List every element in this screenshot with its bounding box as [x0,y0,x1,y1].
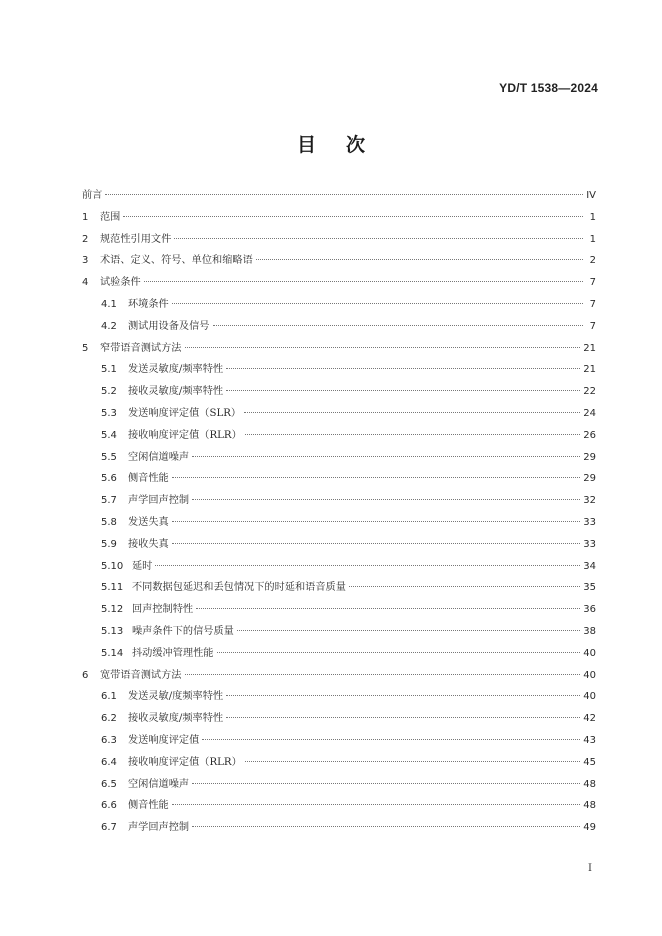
toc-entry-number: 6.5 [101,778,117,790]
toc-dot-leader [123,216,583,217]
toc-entry-number: 6.6 [101,800,117,812]
toc-dot-leader [192,499,580,500]
toc-dot-leader [349,586,580,587]
toc-entry-number: 6 [82,669,89,681]
toc-entry-title: 试验条件 [100,277,141,289]
toc-entry-title: 宽带语音测试方法 [100,669,182,681]
toc-entry[interactable] [82,731,596,753]
toc-entry-page: 21 [583,342,596,354]
toc-entry-number: 6.2 [101,713,117,725]
toc-entry-number: 4.2 [101,320,117,332]
toc-entry-number: 1 [82,211,89,223]
toc-entry[interactable] [82,208,596,230]
toc-entry-page: 7 [589,320,596,332]
toc-entry[interactable] [82,360,596,382]
toc-entry-number: 5.8 [101,516,117,528]
toc-dot-leader [226,368,580,369]
toc-entry-title: 测试用设备及信号 [128,320,210,332]
toc-entry-number: 5 [82,342,89,354]
toc-entry-number: 5.7 [101,495,117,507]
toc-entry-number: 6.3 [101,734,117,746]
toc-entry-title: 不同数据包延迟和丢包情况下的时延和语音质量 [132,582,346,594]
toc-entry[interactable] [82,251,596,273]
toc-entry-title: 规范性引用文件 [100,233,172,245]
toc-entry-number: 6.1 [101,691,117,703]
toc-dot-leader [144,281,583,282]
footer-page-number: I [588,863,592,874]
toc-entry[interactable] [82,818,596,840]
toc-entry-number: 6.4 [101,756,117,768]
toc-entry-page: 40 [583,647,596,659]
toc-entry-number: 4 [82,277,89,289]
toc-entry-title: 侧音性能 [128,473,169,485]
page-title: 目次 [296,134,395,156]
toc-entry[interactable] [82,535,596,557]
toc-dot-leader [185,347,581,348]
toc-entry-title: 延时 [132,560,153,572]
toc-dot-leader [172,543,581,544]
toc-entry-page: 35 [583,582,596,594]
toc-entry-number: 4.1 [101,298,117,310]
toc-entry-number: 5.6 [101,473,117,485]
toc-entry-page: 7 [589,298,596,310]
toc-dot-leader [196,608,580,609]
toc-entry[interactable] [82,339,596,361]
toc-entry[interactable] [82,513,596,535]
toc-entry-page: 33 [583,538,596,550]
toc-entry-number: 3 [82,255,89,267]
toc-dot-leader [244,412,580,413]
toc-dot-leader [226,717,580,718]
toc-entry[interactable] [82,404,596,426]
toc-dot-leader [192,456,580,457]
toc-entry-title: 环境条件 [128,298,169,310]
toc-entry-title: 抖动缓冲管理性能 [132,647,214,659]
toc-dot-leader [217,652,581,653]
toc-entry-title: 空闲信道噪声 [128,778,190,790]
toc-entry-page: 43 [583,734,596,746]
toc-entry-title: 接收响度评定值（RLR） [128,429,242,441]
toc-dot-leader [237,630,580,631]
toc-entry-page: 48 [583,778,596,790]
toc-entry[interactable] [82,295,596,317]
toc-entry-title: 噪声条件下的信号质量 [132,625,234,637]
toc-dot-leader [226,390,580,391]
toc-entry-title: 术语、定义、符号、单位和缩略语 [100,255,253,267]
toc-entry[interactable] [82,600,596,622]
toc-entry-number: 5.14 [101,647,124,659]
toc-entry-title: 接收灵敏度/频率特性 [128,713,224,725]
toc-entry-number: 5.1 [101,364,117,376]
toc-dot-leader [245,761,580,762]
toc-entry-number: 5.13 [101,625,124,637]
toc-entry-page: 1 [589,233,596,245]
toc-dot-leader [192,783,580,784]
toc-entry-page: 1 [589,211,596,223]
toc-dot-leader [226,695,580,696]
toc-entry-page: 22 [583,386,596,398]
toc-entry-page: 2 [589,255,596,267]
toc-entry[interactable] [82,666,596,688]
toc-entry[interactable] [82,186,596,208]
toc-entry[interactable] [82,382,596,404]
toc-entry-page: 49 [583,822,596,834]
toc-entry-page: IV [586,190,596,201]
toc-dot-leader [155,565,580,566]
toc-entry[interactable] [82,753,596,775]
toc-entry-title: 发送失真 [128,516,169,528]
toc-entry-title: 接收灵敏度/频率特性 [128,386,224,398]
toc-entry-page: 38 [583,625,596,637]
toc-entry-number: 5.3 [101,407,117,419]
toc-entry[interactable] [82,557,596,579]
toc-entry-number: 5.10 [101,560,124,572]
toc-entry[interactable] [82,317,596,339]
toc-entry-page: 45 [583,756,596,768]
toc-entry-page: 34 [583,560,596,572]
toc-entry[interactable] [82,796,596,818]
toc-entry-number: 5.2 [101,386,117,398]
toc-dot-leader [172,477,581,478]
toc-entry-page: 40 [583,691,596,703]
toc-entry-page: 36 [583,604,596,616]
toc-entry-number: 2 [82,233,89,245]
toc-entry-number: 5.5 [101,451,117,463]
toc-dot-leader [105,194,583,195]
toc-dot-leader [174,238,583,239]
toc-entry-page: 40 [583,669,596,681]
standard-code: YD/T 1538—2024 [499,81,598,95]
toc-entry-page: 29 [583,451,596,463]
toc-dot-leader [256,259,583,260]
toc-entry[interactable] [82,709,596,731]
toc-entry-title: 接收响度评定值（RLR） [128,756,242,768]
toc-dot-leader [192,826,580,827]
toc-dot-leader [172,303,583,304]
toc-entry-page: 42 [583,713,596,725]
toc-dot-leader [185,674,581,675]
toc-entry-number: 5.4 [101,429,117,441]
toc-entry[interactable] [82,448,596,470]
toc-entry-title: 范围 [100,211,121,223]
toc-entry-title: 窄带语音测试方法 [100,342,182,354]
toc-entry-page: 24 [583,407,596,419]
toc-entry[interactable] [82,491,596,513]
toc-entry[interactable] [82,273,596,295]
toc-dot-leader [213,325,584,326]
toc-entry[interactable] [82,426,596,448]
toc-entry-page: 29 [583,473,596,485]
toc-entry-title: 发送灵敏度/频率特性 [128,364,224,376]
toc-dot-leader [172,521,581,522]
toc-entry[interactable] [82,469,596,491]
toc-entry[interactable] [82,687,596,709]
toc-entry-title: 侧音性能 [128,800,169,812]
toc-entry-title: 声学回声控制 [128,822,190,834]
toc-entry-page: 48 [583,800,596,812]
toc-dot-leader [172,804,581,805]
toc-entry-page: 32 [583,495,596,507]
table-of-contents [82,186,596,840]
toc-entry-title: 发送响度评定值（SLR） [128,407,242,419]
toc-entry-page: 7 [589,277,596,289]
toc-entry-title: 声学回声控制 [128,495,190,507]
toc-entry[interactable] [82,775,596,797]
toc-entry-title: 回声控制特性 [132,604,194,616]
toc-entry[interactable] [82,230,596,252]
toc-entry-number: 5.9 [101,538,117,550]
toc-entry-title: 发送灵敏/度频率特性 [128,691,224,703]
toc-entry-title: 空闲信道噪声 [128,451,190,463]
toc-entry[interactable] [82,622,596,644]
toc-dot-leader [245,434,580,435]
toc-entry-title: 接收失真 [128,538,169,550]
toc-entry[interactable] [82,578,596,600]
toc-entry-page: 26 [583,429,596,441]
toc-entry-title: 发送响度评定值 [128,734,200,746]
toc-entry-page: 21 [583,364,596,376]
toc-entry-number: 5.11 [101,582,124,594]
toc-entry-number: 6.7 [101,822,117,834]
toc-entry-page: 33 [583,516,596,528]
toc-entry[interactable] [82,644,596,666]
toc-dot-leader [202,739,580,740]
toc-entry-number: 5.12 [101,604,124,616]
toc-entry-title: 前言 [82,190,103,201]
